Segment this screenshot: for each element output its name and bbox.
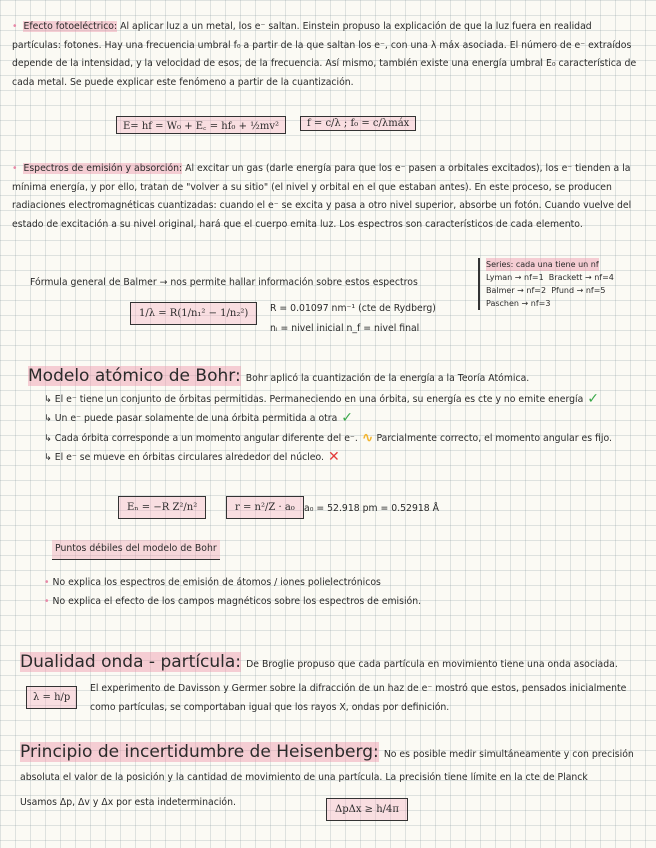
heisenberg-note: Usamos Δp, Δv y Δx por esta indeterminación. <box>20 797 236 808</box>
weak-points-list <box>44 574 634 611</box>
check-icon: ✓ <box>341 410 354 427</box>
bohr-point-text: ↳ Cada órbita corresponde a un momento angular diferente del e⁻. <box>44 432 358 444</box>
spectra-text: Al excitar un gas (darle energía para que los e⁻ pasen a orbitales excitados), los e⁻ tienden a la mínima energía, y por ello, tratan de "volver a su sitio" (el nivel y orbital en el que estaban antes). En este proceso, se producen radiaciones electromagnéticas cuantizadas: cuando el e⁻ se excita y pasa a otro nivel superior, absorbe un fotón. Cuando vuelve del estado de excitación a su nivel original, hará que el cuerpo emita luz. Los espectros son característicos de cada elemento. <box>12 163 632 230</box>
heisenberg-heading <box>20 742 640 787</box>
series-brackett: Brackett → nf=4 <box>548 273 614 282</box>
heisenberg-formula: ΔpΔx ≥ h/4π <box>326 798 408 821</box>
duality-intro: De Broglie propuso que cada partícula en movimiento tiene una onda asociada. <box>246 659 618 670</box>
bohr-point-text: ↳ Un e⁻ puede pasar solamente de una órbita permitida a otra <box>44 413 338 425</box>
bohr-point <box>44 390 644 409</box>
series-row <box>486 297 654 310</box>
series-box <box>478 258 654 310</box>
de-broglie-formula: λ = h/p <box>26 686 77 709</box>
bohr-title: Modelo atómico de Bohr: <box>28 366 241 386</box>
duality-text: El experimento de Davisson y Germer sobre la difracción de un haz de e⁻ mostró que estos, pensados inicialmente como partículas, se comportaban igual que los rayos X, ondas por definición. <box>90 683 627 713</box>
weak-point: • No explica el efecto de los campos magnéticos sobre los espectros de emisión. <box>44 593 634 612</box>
series-lyman: Lyman → nf=1 <box>486 273 544 282</box>
cross-icon: ✕ <box>327 449 340 466</box>
series-row <box>486 271 654 284</box>
bohr-point <box>44 448 644 467</box>
heisenberg-title: Principio de incertidumbre de Heisenberg: <box>20 742 379 762</box>
series-row <box>486 284 654 297</box>
series-balmer: Balmer → nf=2 <box>486 286 547 295</box>
series-paschen: Paschen → nf=3 <box>486 299 551 308</box>
weak-points-title: Puntos débiles del modelo de Bohr <box>52 540 220 560</box>
partial-icon: ∿ <box>361 429 374 446</box>
duality-title: Dualidad onda - partícula: <box>20 652 242 672</box>
photoelectric-title: Efecto fotoeléctrico: <box>23 21 118 32</box>
duality-heading <box>20 652 640 675</box>
partial-note: Parcialmente correcto, el momento angular es fijo. <box>376 432 612 444</box>
balmer-formula: 1/λ = R(1/n₁² − 1/n₂²) <box>130 302 257 325</box>
photoelectric-formula-energy: E= hf = W₀ + E꜀ = hf₀ + ½mv² <box>116 116 286 134</box>
bohr-point <box>44 429 644 448</box>
bohr-point-text: ↳ El e⁻ se mueve en órbitas circulares alrededor del núcleo. <box>44 451 324 463</box>
weak-point: • No explica los espectros de emisión de átomos / iones polielectrónicos <box>44 574 634 593</box>
balmer-label: Fórmula general de Balmer → nos permite hallar información sobre estos espectros <box>30 277 418 288</box>
bohr-point <box>44 409 644 428</box>
check-icon: ✓ <box>587 391 600 407</box>
spectra-title: Espectros de emisión y absorción: <box>23 163 183 174</box>
bohr-radius-value: a₀ = 52.918 pm = 0.52918 Å <box>304 503 440 514</box>
photoelectric-formula-frequency: f = c/λ ; f₀ = c/λmáx <box>300 116 416 131</box>
bohr-heading <box>28 366 638 389</box>
photoelectric-text: Al aplicar luz a un metal, los e⁻ saltan. Einstein propuso la explicación de que la luz fuera en realidad partículas: fotones. Hay una frecuencia umbral f₀ a partir de la que saltan los e⁻, con una λ máx asociada. El número de e⁻ extraídos depende de la intensidad, y la velocidad de esos, de la frecuencia. Así mismo, también existe una energía umbral E₀ característica de cada metal. Se puede explicar este fenómeno a partir de la cuantización. <box>12 21 637 88</box>
spectra-section <box>12 160 642 234</box>
bohr-points <box>44 390 644 468</box>
bohr-point-text: ↳ El e⁻ tiene un conjunto de órbitas permitidas. Permaneciendo en una órbita, su energía es cte y no emite energía <box>44 393 584 405</box>
bohr-energy-formula: Eₙ = −R Z²/n² <box>118 496 206 519</box>
photoelectric-section <box>12 18 642 92</box>
bohr-radius-formula: r = n²/Z · a₀ <box>226 496 304 519</box>
heisenberg-text: No es posible medir simultáneamente y con precisión absoluta el valor de la posición y la cantidad de movimiento de una partícula. La precisión tiene límite en la cte de Planck <box>20 749 634 783</box>
rydberg-constant: R = 0.01097 nm⁻¹ (cte de Rydberg) <box>270 303 436 314</box>
series-title: Series: cada una tiene un nf <box>486 260 599 269</box>
level-definitions: nᵢ = nivel inicial n_f = nivel final <box>270 323 420 334</box>
series-pfund: Pfund → nf=5 <box>551 286 606 295</box>
bohr-intro: Bohr aplicó la cuantización de la energía a la Teoría Atómica. <box>245 373 530 384</box>
